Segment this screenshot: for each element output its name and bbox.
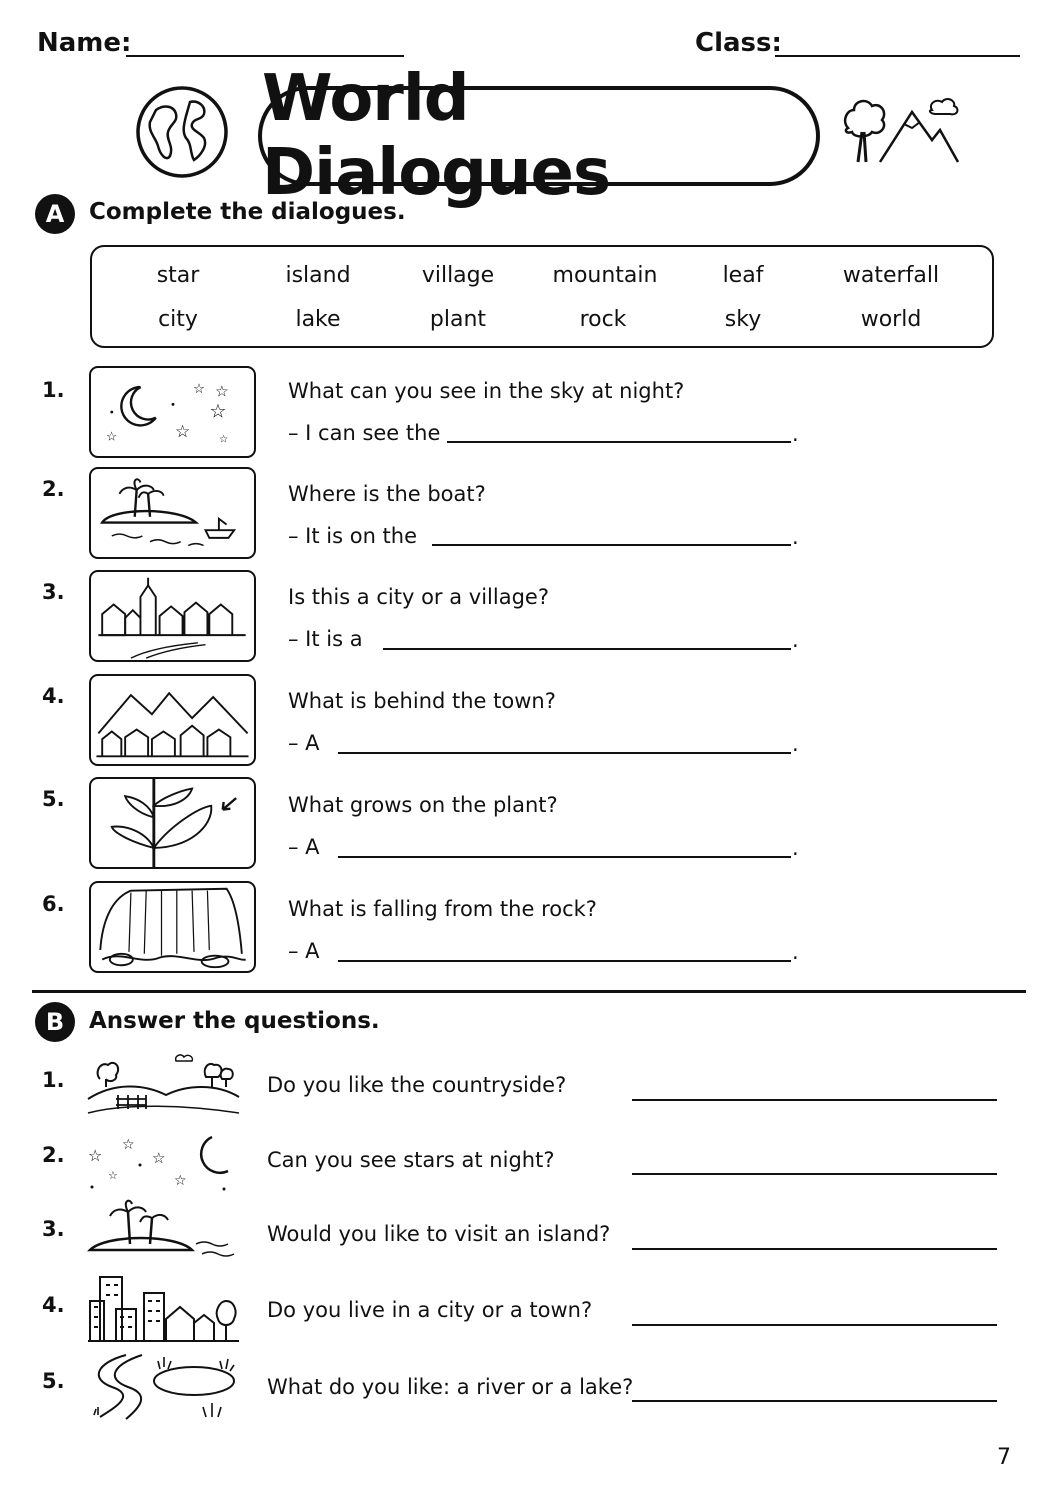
svg-text:☆: ☆	[122, 1137, 135, 1153]
worksheet-title: World Dialogues	[258, 86, 820, 186]
dialogue-answer-prefix: – I can see the	[288, 421, 441, 445]
item-number: 2.	[42, 1143, 65, 1167]
svg-text:☆: ☆	[193, 381, 206, 397]
dialogue-question: What can you see in the sky at night?	[288, 379, 685, 403]
item-number: 1.	[42, 378, 65, 402]
section-a-badge: A	[35, 194, 75, 234]
item-number: 6.	[42, 892, 65, 916]
section-a-title: Complete the dialogues.	[89, 199, 406, 225]
svg-text:☆: ☆	[209, 399, 227, 423]
dialogue-answer-prefix: – It is a	[288, 627, 363, 651]
stars-moon-icon	[86, 1127, 241, 1195]
item-number: 5.	[42, 787, 65, 811]
item-number: 1.	[42, 1068, 65, 1092]
plant-leaf-icon	[89, 777, 256, 869]
mountain-town-icon	[89, 674, 256, 766]
answer-blank[interactable]	[338, 752, 791, 754]
svg-text:☆: ☆	[174, 421, 191, 442]
word-bank-word: world	[860, 307, 922, 332]
answer-question: Do you live in a city or a town?	[267, 1298, 593, 1322]
name-line[interactable]	[126, 55, 404, 57]
countryside-icon	[86, 1051, 241, 1119]
svg-text:☆: ☆	[218, 433, 229, 446]
word-bank-word: leaf	[722, 263, 764, 288]
answer-blank[interactable]	[383, 648, 791, 650]
word-bank-word: rock	[579, 307, 627, 332]
night-sky-icon	[89, 366, 256, 458]
answer-line[interactable]	[632, 1248, 997, 1250]
city-town-icon	[86, 1275, 241, 1343]
word-bank	[90, 245, 994, 348]
dialogue-question: What grows on the plant?	[288, 793, 558, 817]
svg-text:☆: ☆	[174, 1173, 187, 1189]
answer-line[interactable]	[632, 1324, 997, 1326]
word-bank-word: lake	[295, 307, 341, 332]
dialogue-question: Is this a city or a village?	[288, 585, 549, 609]
section-b-badge: B	[35, 1002, 75, 1042]
item-number: 4.	[42, 684, 65, 708]
item-number: 4.	[42, 1293, 65, 1317]
word-bank-word: plant	[429, 307, 487, 332]
sentence-period: .	[792, 732, 799, 756]
word-bank-word: village	[421, 263, 495, 288]
item-number: 3.	[42, 580, 65, 604]
answer-question: Would you like to visit an island?	[267, 1222, 611, 1246]
globe-icon	[134, 84, 230, 180]
answer-blank[interactable]	[447, 441, 791, 443]
answer-line[interactable]	[632, 1099, 997, 1101]
word-bank-word: sky	[724, 307, 762, 332]
answer-line[interactable]	[632, 1400, 997, 1402]
section-divider	[32, 990, 1026, 993]
class-label: Class:	[695, 28, 782, 58]
answer-blank[interactable]	[432, 544, 791, 546]
answer-line[interactable]	[632, 1173, 997, 1175]
dialogue-answer-prefix: – A	[288, 939, 320, 963]
word-bank-word: city	[158, 307, 198, 332]
name-label: Name:	[37, 28, 132, 58]
section-b-title: Answer the questions.	[89, 1008, 380, 1034]
class-line[interactable]	[775, 55, 1020, 57]
svg-text:☆: ☆	[88, 1146, 103, 1165]
page-number: 7	[997, 1445, 1011, 1470]
word-bank-word: island	[285, 263, 351, 288]
dialogue-question: What is behind the town?	[288, 689, 556, 713]
word-bank-word: waterfall	[842, 263, 940, 288]
sentence-period: .	[792, 525, 799, 549]
waterfall-icon	[89, 881, 256, 973]
item-number: 3.	[42, 1217, 65, 1241]
svg-text:☆: ☆	[215, 382, 229, 401]
answer-blank[interactable]	[338, 960, 791, 962]
dialogue-answer-prefix: – A	[288, 835, 320, 859]
dialogue-answer-prefix: – A	[288, 731, 320, 755]
dialogue-question: Where is the boat?	[288, 482, 486, 506]
river-lake-icon	[86, 1353, 241, 1421]
answer-blank[interactable]	[338, 856, 791, 858]
dialogue-answer-prefix: – It is on the	[288, 524, 418, 548]
word-bank-word: star	[156, 263, 200, 288]
answer-question: What do you like: a river or a lake?	[267, 1375, 634, 1399]
svg-text:☆: ☆	[152, 1149, 166, 1167]
sentence-period: .	[792, 940, 799, 964]
island-boat-icon	[89, 467, 256, 559]
answer-question: Do you like the countryside?	[267, 1073, 567, 1097]
sentence-period: .	[792, 836, 799, 860]
item-number: 2.	[42, 477, 65, 501]
item-number: 5.	[42, 1369, 65, 1393]
answer-question: Can you see stars at night?	[267, 1148, 555, 1172]
sentence-period: .	[792, 628, 799, 652]
dialogue-question: What is falling from the rock?	[288, 897, 597, 921]
svg-text:☆: ☆	[108, 1169, 118, 1182]
svg-text:☆: ☆	[106, 428, 118, 444]
word-bank-word: mountain	[552, 263, 658, 288]
island-icon	[86, 1196, 241, 1264]
tree-mountain-icon	[840, 92, 965, 170]
sentence-period: .	[792, 422, 799, 446]
village-icon	[89, 570, 256, 662]
